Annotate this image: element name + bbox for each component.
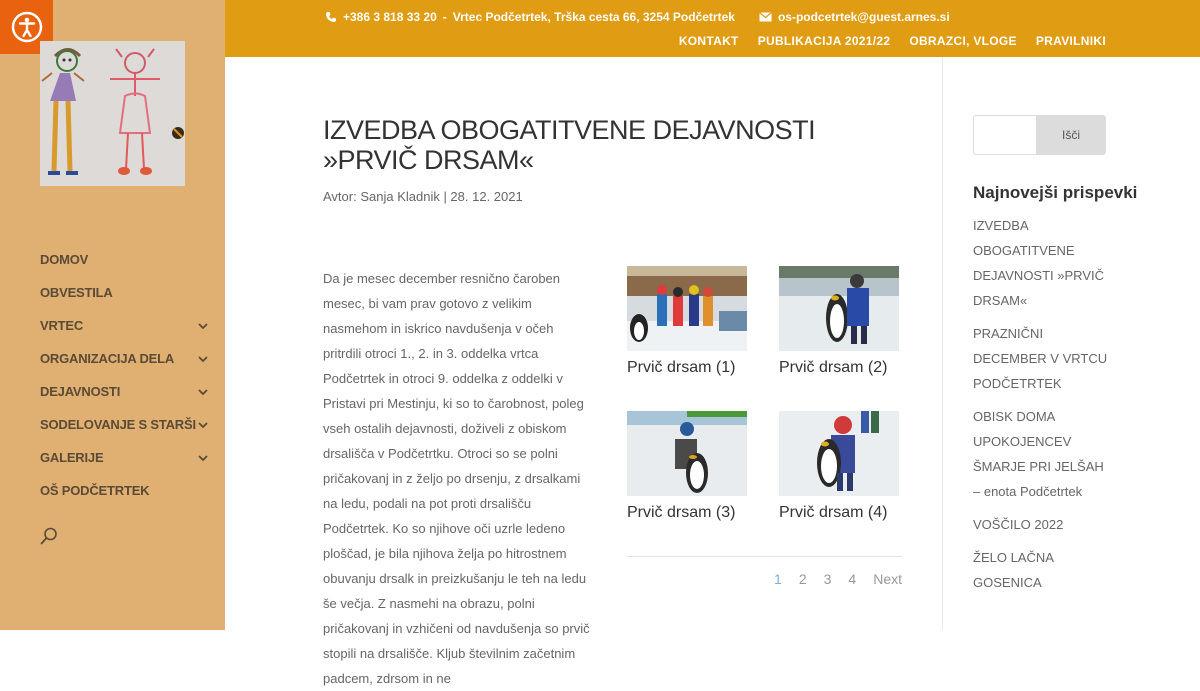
search-input[interactable] (973, 115, 1036, 155)
accessibility-icon (11, 11, 43, 43)
site-logo[interactable] (40, 41, 185, 186)
nav-item-domov[interactable] (40, 243, 210, 276)
page-link[interactable]: 4 (848, 571, 857, 587)
nav-item-vrtec[interactable] (40, 309, 210, 342)
nav-item-label: DEJAVNOSTI (40, 384, 121, 399)
phone-icon (325, 11, 337, 23)
separator-dash: - (442, 10, 447, 24)
main-navigation (40, 243, 210, 507)
gallery-item[interactable] (779, 266, 899, 377)
recent-posts-list (973, 213, 1108, 603)
top-nav-pravilniki[interactable]: PRAVILNIKI (1035, 34, 1106, 48)
gallery-pagination (627, 556, 902, 587)
recent-post-link[interactable]: VOŠČILO 2022 (973, 517, 1064, 532)
top-nav-kontakt[interactable]: KONTAKT (678, 34, 739, 48)
gallery-photo[interactable] (779, 266, 899, 351)
envelope-icon (759, 12, 772, 22)
phone-number[interactable]: +386 3 818 33 20 (343, 10, 437, 24)
gallery-item[interactable] (779, 411, 899, 522)
gallery-photo[interactable] (779, 411, 899, 496)
chevron-down-icon[interactable] (196, 385, 210, 399)
page-link[interactable]: 2 (798, 571, 807, 587)
nav-item-obvestila[interactable] (40, 276, 210, 309)
sidebar-divider (942, 57, 943, 630)
gallery-caption[interactable]: Prvič drsam (1) (627, 359, 736, 376)
child-drawing-logo (40, 41, 185, 186)
nav-item-label: ORGANIZACIJA DELA (40, 351, 175, 366)
chevron-down-icon[interactable] (196, 319, 210, 333)
page-link-current[interactable]: 1 (774, 571, 782, 587)
page-link[interactable]: 3 (823, 571, 832, 587)
page-title: IZVEDBA OBOGATITVENE DEJAVNOSTI »PRVIČ DRSAM« (323, 115, 816, 175)
gallery-item[interactable] (627, 266, 747, 377)
nav-item-label: SODELOVANJE S STARŠI (40, 417, 196, 432)
nav-item-dejavnosti[interactable] (40, 375, 210, 408)
article-body: Da je mesec december resnično čaroben mesec, bi vam prav gotovo z velikim nasmehom in iskrico navdušenja v očeh pritrdili otroci 1., 2. in 3. oddelka vrtca Podčetrtek in otroci 9. oddelka z oddelki v Pristavi pri Mestinju, ki so to čarobnost, poleg vseh ostalih dejavnosti, doživeli z obiskom drsališča v Podčetrtku. Otroci so se polni pričakovanj in z željo po drsenju, z drsalkami na ledu, podali na pot proti drsališču Podčetrtek. Ko so njihove oči uzrle ledeno ploščad, je bila njihova želja po hitrostnem obuvanju drsalk in preizkušanju le teh na ledu še večja. Z nasmehi na obrazu, polni pričakovanj in vzhičeni od navdušenja so prvič stopili na drsališče. Kljub številnim začetnim padcem, zdrsom in ne (323, 271, 590, 686)
gallery-caption[interactable]: Prvič drsam (3) (627, 504, 736, 521)
gallery-item[interactable] (627, 411, 747, 522)
nav-item-os-podcetrtek[interactable] (40, 474, 210, 507)
chevron-down-icon[interactable] (196, 451, 210, 465)
nav-item-label: OBVESTILA (40, 285, 113, 300)
nav-item-organizacija-dela[interactable] (40, 342, 210, 375)
left-sidebar (0, 0, 225, 630)
top-header (225, 0, 1200, 57)
search-button[interactable]: Išči (1036, 115, 1106, 155)
nav-item-galerije[interactable] (40, 441, 210, 474)
gallery-caption[interactable]: Prvič drsam (4) (779, 504, 888, 521)
email-link[interactable]: os-podcetrtek@guest.arnes.si (777, 10, 950, 24)
search-icon (40, 527, 58, 545)
gallery-photo[interactable] (627, 266, 747, 351)
gallery-caption[interactable]: Prvič drsam (2) (779, 359, 888, 376)
post-meta: Avtor: Sanja Kladnik | 28. 12. 2021 (323, 189, 523, 204)
nav-item-label: OŠ PODČETRTEK (40, 483, 150, 498)
recent-posts-title: Najnovejši prispevki (973, 183, 1138, 202)
recent-post-link[interactable]: ŽELO LAČNA GOSENICA (973, 550, 1054, 590)
search-form (973, 115, 1106, 155)
chevron-down-icon[interactable] (196, 352, 210, 366)
nav-item-label: VRTEC (40, 318, 84, 333)
recent-post-link[interactable]: OBISK DOMA UPOKOJENCEV ŠMARJE PRI JELŠAH – enota Podčetrtek (973, 409, 1104, 499)
gallery-photo[interactable] (627, 411, 747, 496)
address: Vrtec Podčetrtek, Trška cesta 66, 3254 Podčetrtek (452, 10, 735, 24)
top-navigation (679, 34, 1106, 48)
chevron-down-icon[interactable] (196, 418, 210, 432)
recent-post-link[interactable]: IZVEDBA OBOGATITVENE DEJAVNOSTI »PRVIČ DRSAM« (973, 218, 1104, 308)
top-nav-obrazci-vloge[interactable]: OBRAZCI, VLOGE (909, 34, 1017, 48)
sidebar-search-button[interactable] (40, 527, 58, 550)
contact-info (325, 10, 950, 24)
nav-item-sodelovanje-s-starsi[interactable] (40, 408, 210, 441)
next-page-link[interactable]: Next (873, 571, 902, 587)
article-header (323, 115, 903, 204)
top-nav-publikacija[interactable]: PUBLIKACIJA 2021/22 (757, 34, 891, 48)
nav-item-label: DOMOV (40, 252, 89, 267)
nav-item-label: GALERIJE (40, 450, 104, 465)
recent-post-link[interactable]: PRAZNIČNI DECEMBER V VRTCU PODČETRTEK (973, 326, 1108, 391)
